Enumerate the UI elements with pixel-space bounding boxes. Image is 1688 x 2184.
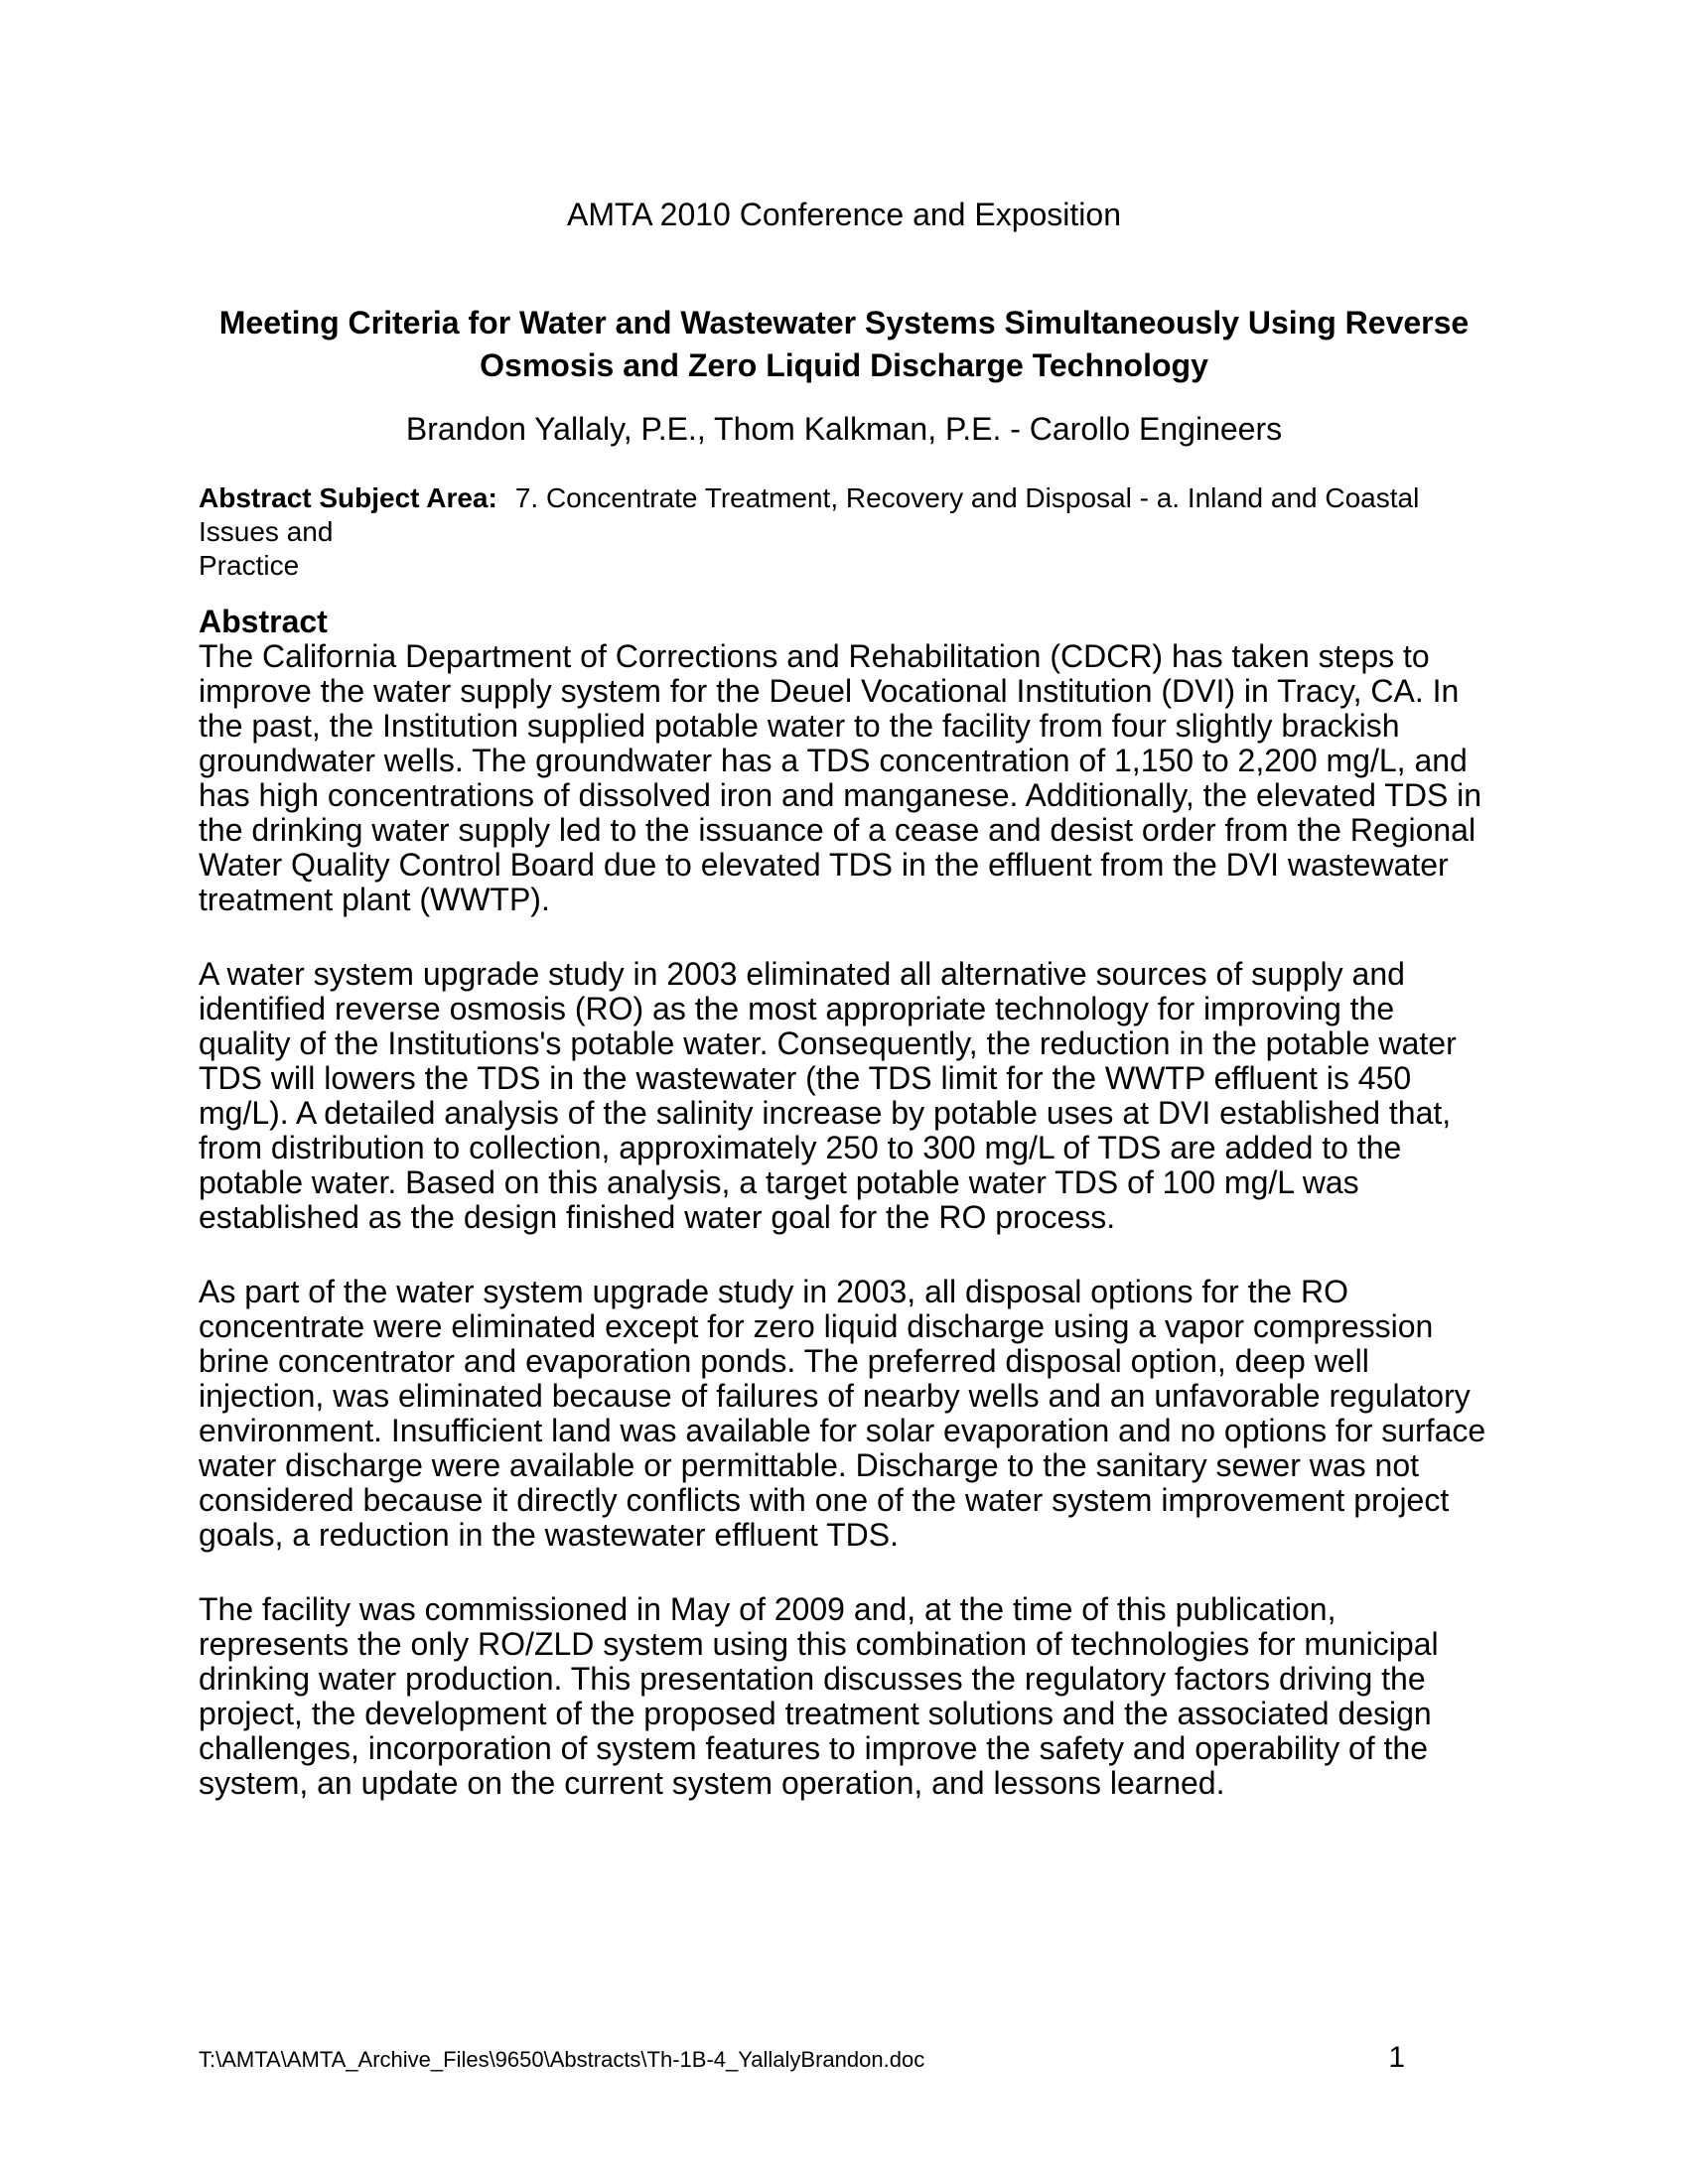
paper-title-line1: Meeting Criteria for Water and Wastewater Systems Simultaneously Using Reverse bbox=[218, 305, 1470, 341]
footer-file-path: T:\AMTA\AMTA_Archive_Files\9650\Abstracts\Th-1B-4_YallalyBrandon.doc bbox=[199, 2047, 925, 2072]
subject-area-value: 7. Concentrate Treatment, Recovery and Disposal - a. Inland and Coastal Issues and bbox=[199, 482, 1420, 547]
paper-title bbox=[199, 302, 1489, 387]
page-footer bbox=[199, 2041, 1405, 2075]
abstract-paragraph-1: The California Department of Corrections and Rehabilitation (CDCR) has taken steps to improve the water supply system for the Deuel Vocational Institution (DVI) in Tracy, CA. In the past, the Institution supplied potable water to the facility from four slightly brackish groundwater wells. The groundwater has a TDS concentration of 1,150 to 2,200 mg/L, and has high concentrations of dissolved iron and manganese. Additionally, the elevated TDS in the drinking water supply led to the issuance of a cease and desist order from the Regional Water Quality Control Board due to elevated TDS in the effluent from the DVI wastewater treatment plant (WWTP). bbox=[199, 638, 1482, 917]
paper-title-line2: Osmosis and Zero Liquid Discharge Technology bbox=[480, 347, 1208, 383]
abstract-paragraph-3: As part of the water system upgrade study in 2003, all disposal options for the RO concentrate were eliminated except for zero liquid discharge using a vapor compression brine concentrator and evaporation ponds. The preferred disposal option, deep well injection, was eliminated because of failures of nearby wells and an unfavorable regulatory environment. Insufficient land was available for solar evaporation and no options for surface water discharge were available or permittable. Discharge to the sanitary sewer was not considered because it directly conflicts with one of the water system improvement project goals, a reduction in the wastewater effluent TDS. bbox=[199, 1274, 1486, 1553]
subject-area-label: Abstract Subject Area: bbox=[199, 482, 497, 513]
subject-area-value-continued: Practice bbox=[199, 550, 300, 581]
conference-title: AMTA 2010 Conference and Exposition bbox=[567, 197, 1121, 232]
abstract-heading: Abstract bbox=[199, 604, 328, 639]
document-content bbox=[199, 0, 1489, 1801]
abstract-paragraph-2: A water system upgrade study in 2003 eliminated all alternative sources of supply and identified reverse osmosis (RO) as the most appropriate technology for improving the quality of the Institutions's potable water. Consequently, the reduction in the potable water TDS will lowers the TDS in the wastewater (the TDS limit for the WWTP effluent is 450 mg/L). A detailed analysis of the salinity increase by potable uses at DVI established that, from distribution to collection, approximately 250 to 300 mg/L of TDS are added to the potable water. Based on this analysis, a target potable water TDS of 100 mg/L was established as the design finished water goal for the RO process. bbox=[199, 956, 1457, 1235]
abstract-subject-area bbox=[199, 481, 1489, 583]
footer-page-number: 1 bbox=[1388, 2041, 1405, 2074]
abstract-paragraph-4: The facility was commissioned in May of 2009 and, at the time of this publication, represents the only RO/ZLD system using this combination of technologies for municipal drinking water production. This presentation discusses the regulatory factors driving the project, the development of the proposed treatment solutions and the associated design challenges, incorporation of system features to improve the safety and operability of the system, an update on the current system operation, and lessons learned. bbox=[199, 1591, 1439, 1801]
authors-line: Brandon Yallaly, P.E., Thom Kalkman, P.E. - Carollo Engineers bbox=[405, 411, 1283, 447]
